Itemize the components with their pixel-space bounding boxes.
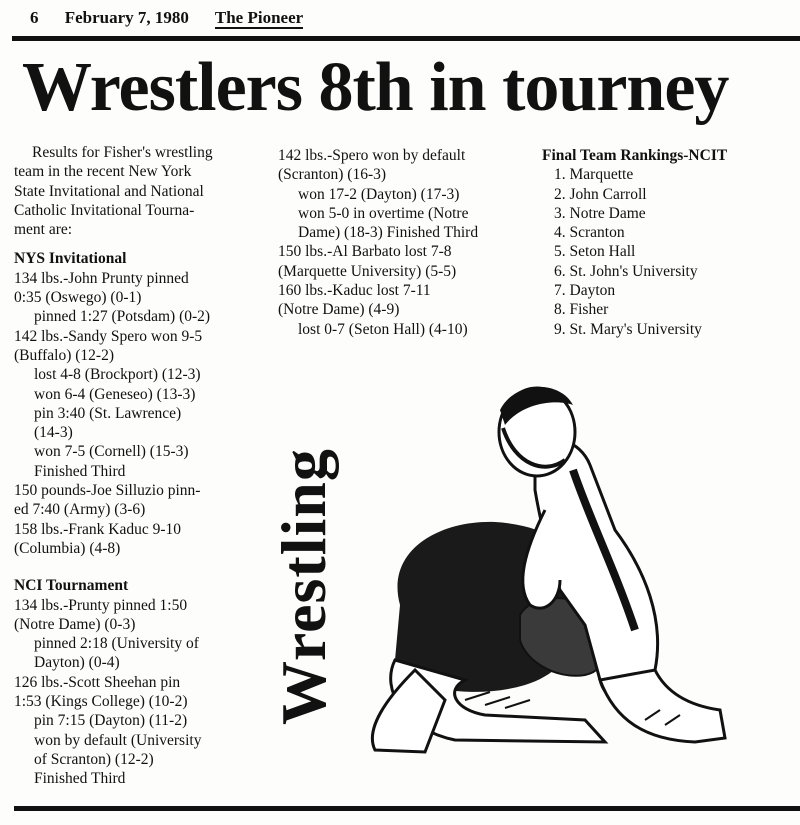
ranking-item: 5. Seton Hall xyxy=(554,243,636,261)
bottom-rule xyxy=(14,806,800,811)
column-2 xyxy=(278,146,538,339)
top-rule xyxy=(12,36,800,41)
intro-line: Results for Fisher's wrestling xyxy=(32,144,213,161)
nci-heading: NCI Tournament xyxy=(14,577,129,595)
issue-date: February 7, 1980 xyxy=(64,8,189,27)
ranking-item: 6. St. John's University xyxy=(554,262,698,280)
result-line: pinned 2:18 (University of xyxy=(34,635,199,653)
ranking-item: 9. St. Mary's University xyxy=(554,320,702,338)
result-line: (Scranton) (16-3) xyxy=(278,166,387,184)
result-line: 150 pounds-Joe Silluzio pinn- xyxy=(14,482,201,500)
nys-heading: NYS Invitational xyxy=(14,250,127,268)
result-line: (Buffalo) (12-2) xyxy=(14,346,115,364)
result-line: pin 7:15 (Dayton) (11-2) xyxy=(34,712,188,730)
wrestlers-illustration xyxy=(345,370,735,770)
ranking-item: 8. Fisher xyxy=(554,301,609,319)
result-line: won 7-5 (Cornell) (15-3) xyxy=(34,443,189,461)
wrestling-label: Wrestling xyxy=(268,448,339,725)
ranking-item: 3. Notre Dame xyxy=(554,204,646,222)
ranking-item: 7. Dayton xyxy=(554,282,616,300)
ranking-item: 1. Marquette xyxy=(554,166,634,184)
intro-line: team in the recent New York xyxy=(14,163,192,181)
page-number: 6 xyxy=(30,8,39,27)
result-line: (14-3) xyxy=(34,424,73,442)
result-line: 142 lbs.-Sandy Spero won 9-5 xyxy=(14,327,203,345)
top-wrestler-legs xyxy=(600,670,725,742)
result-line: ed 7:40 (Army) (3-6) xyxy=(14,501,146,519)
result-line: pin 3:40 (St. Lawrence) xyxy=(34,404,182,422)
page-folio xyxy=(30,8,325,28)
result-line: 126 lbs.-Scott Sheehan pin xyxy=(14,673,181,691)
ranking-item: 2. John Carroll xyxy=(554,185,647,203)
result-line: won 6-4 (Geneseo) (13-3) xyxy=(34,385,196,403)
column-1 xyxy=(14,143,269,789)
result-line: lost 4-8 (Brockport) (12-3) xyxy=(34,366,201,384)
publication-name: The Pioneer xyxy=(214,8,304,27)
intro-line: ment are: xyxy=(14,221,73,239)
ranking-item: 4. Scranton xyxy=(554,224,625,242)
result-line: 158 lbs.-Frank Kaduc 9-10 xyxy=(14,520,182,538)
result-line: won 17-2 (Dayton) (17-3) xyxy=(298,185,460,203)
rankings-list xyxy=(542,165,792,339)
result-line: 142 lbs.-Spero won by default xyxy=(278,147,466,164)
result-line: (Notre Dame) (0-3) xyxy=(14,615,136,633)
result-line: 1:53 (Kings College) (10-2) xyxy=(14,693,188,711)
result-line: won by default (University xyxy=(34,731,202,749)
result-line: won 5-0 in overtime (Notre xyxy=(298,204,469,222)
result-line: pinned 1:27 (Potsdam) (0-2) xyxy=(34,308,211,326)
result-line: 134 lbs.-Prunty pinned 1:50 xyxy=(14,596,188,614)
result-line: Dayton) (0-4) xyxy=(34,654,120,672)
result-line: of Scranton) (12-2) xyxy=(34,750,154,768)
result-line: (Marquette University) (5-5) xyxy=(278,262,457,280)
result-line: Dame) (18-3) Finished Third xyxy=(298,224,479,242)
rankings-title: Final Team Rankings-NCIT xyxy=(542,147,728,164)
result-line: Finished Third xyxy=(34,770,126,788)
intro-line: Catholic Invitational Tourna- xyxy=(14,201,195,219)
result-line: 160 lbs.-Kaduc lost 7-11 xyxy=(278,282,431,300)
result-line: (Notre Dame) (4-9) xyxy=(278,301,400,319)
column-3 xyxy=(542,146,792,339)
result-line: lost 0-7 (Seton Hall) (4-10) xyxy=(298,320,468,338)
headline: Wrestlers 8th in tourney xyxy=(22,49,729,126)
result-line: Finished Third xyxy=(34,462,126,480)
result-line: 0:35 (Oswego) (0-1) xyxy=(14,289,142,307)
nys-results xyxy=(14,269,269,558)
result-line: 134 lbs.-John Prunty pinned xyxy=(14,269,189,287)
nci-results xyxy=(14,596,269,789)
result-line: (Columbia) (4-8) xyxy=(14,539,121,557)
intro-line: State Invitational and National xyxy=(14,182,204,200)
result-line: 150 lbs.-Al Barbato lost 7-8 xyxy=(278,243,452,261)
nci-results-continued xyxy=(278,146,538,339)
